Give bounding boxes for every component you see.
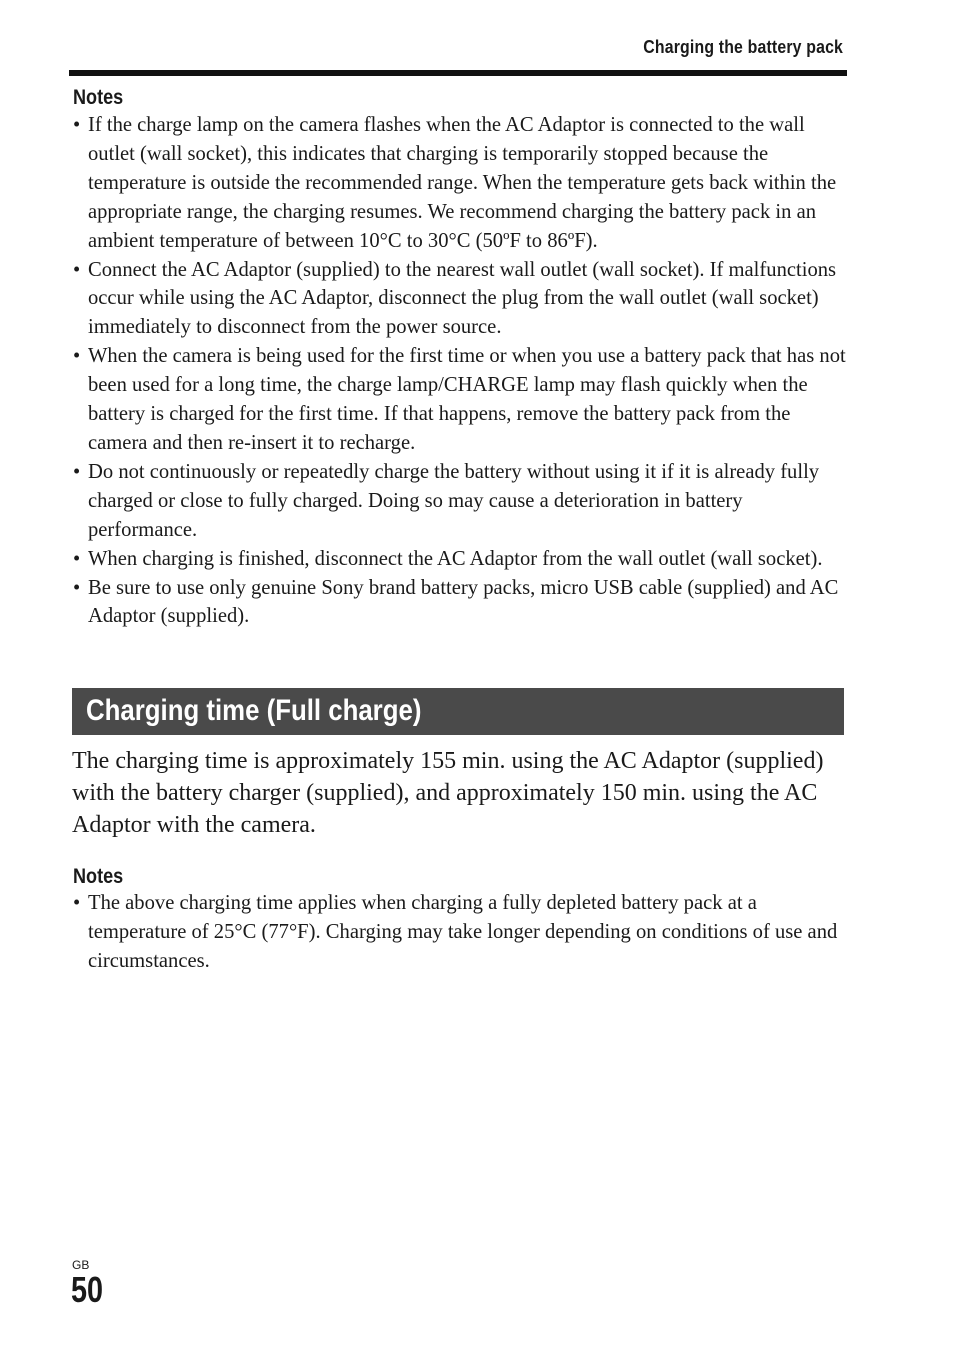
bullet-marker: •: [73, 258, 81, 281]
note-text: Connect the AC Adaptor (supplied) to the nearest wall outlet (wall socket). If malfunctions occur while using the AC Adaptor, disconnect the plug from the wall outlet (wall socket) immediately to disconnect from the power source.: [88, 258, 837, 339]
bullet-marker: •: [73, 114, 81, 136]
running-head: Charging the battery pack: [643, 37, 843, 57]
note-text: Be sure to use only genuine Sony brand battery packs, micro USB cable (supplied) and AC Adaptor (supplied).: [88, 576, 839, 628]
header-rule: [69, 70, 847, 76]
notes-list: [73, 889, 849, 976]
note-item: [73, 111, 849, 256]
page-number: 50: [71, 1269, 104, 1310]
section-banner: [72, 688, 844, 735]
notes-heading: Notes: [73, 865, 124, 888]
note-text: When charging is finished, disconnect the AC Adaptor from the wall outlet (wall socket).: [88, 547, 823, 570]
note-text: If the charge lamp on the camera flashes when the AC Adaptor is connected to the wall outlet (wall socket), this indicates that charging is temporarily stopped because the temperature is outside the recommended range. When the temperature gets back within the appropriate range, the charging resumes. We recommend charging the battery pack in an ambient temperature of between 10°C to 30°C (50ºF to 86ºF).: [88, 114, 837, 252]
note-item: [73, 545, 849, 574]
note-item: [73, 889, 849, 976]
bullet-marker: •: [73, 576, 81, 599]
note-item: [73, 342, 849, 458]
bullet-marker: •: [73, 892, 81, 914]
bullet-marker: •: [73, 547, 81, 570]
bullet-marker: •: [73, 345, 81, 368]
notes-heading: Notes: [73, 86, 124, 109]
bullet-marker: •: [73, 460, 81, 483]
section-title: Charging time (Full charge): [86, 694, 422, 727]
note-item: [73, 458, 849, 545]
note-text: When the camera is being used for the first time or when you use a battery pack that has not been used for a long time, the charge lamp/CHARGE lamp may flash quickly when the battery is charged for the first time. If that happens, remove the battery pack from the camera and then re-insert it to recharge.: [88, 345, 846, 454]
notes-list: [73, 111, 849, 631]
note-item: [73, 574, 849, 632]
note-text: Do not continuously or repeatedly charge the battery without using it if it is already fully charged or close to fully charged. Doing so may cause a deterioration in battery performance.: [88, 460, 820, 541]
charging-time-paragraph: The charging time is approximately 155 min. using the AC Adaptor (supplied) with the battery charger (supplied), and approximately 150 min. using the AC Adaptor with the camera.: [72, 748, 824, 838]
region-code: GB: [72, 1258, 90, 1272]
note-text: The above charging time applies when charging a fully depleted battery pack at a temperature of 25°C (77°F). Charging may take longer depending on conditions of use and circumstances.: [88, 892, 838, 972]
note-item: [73, 256, 849, 343]
